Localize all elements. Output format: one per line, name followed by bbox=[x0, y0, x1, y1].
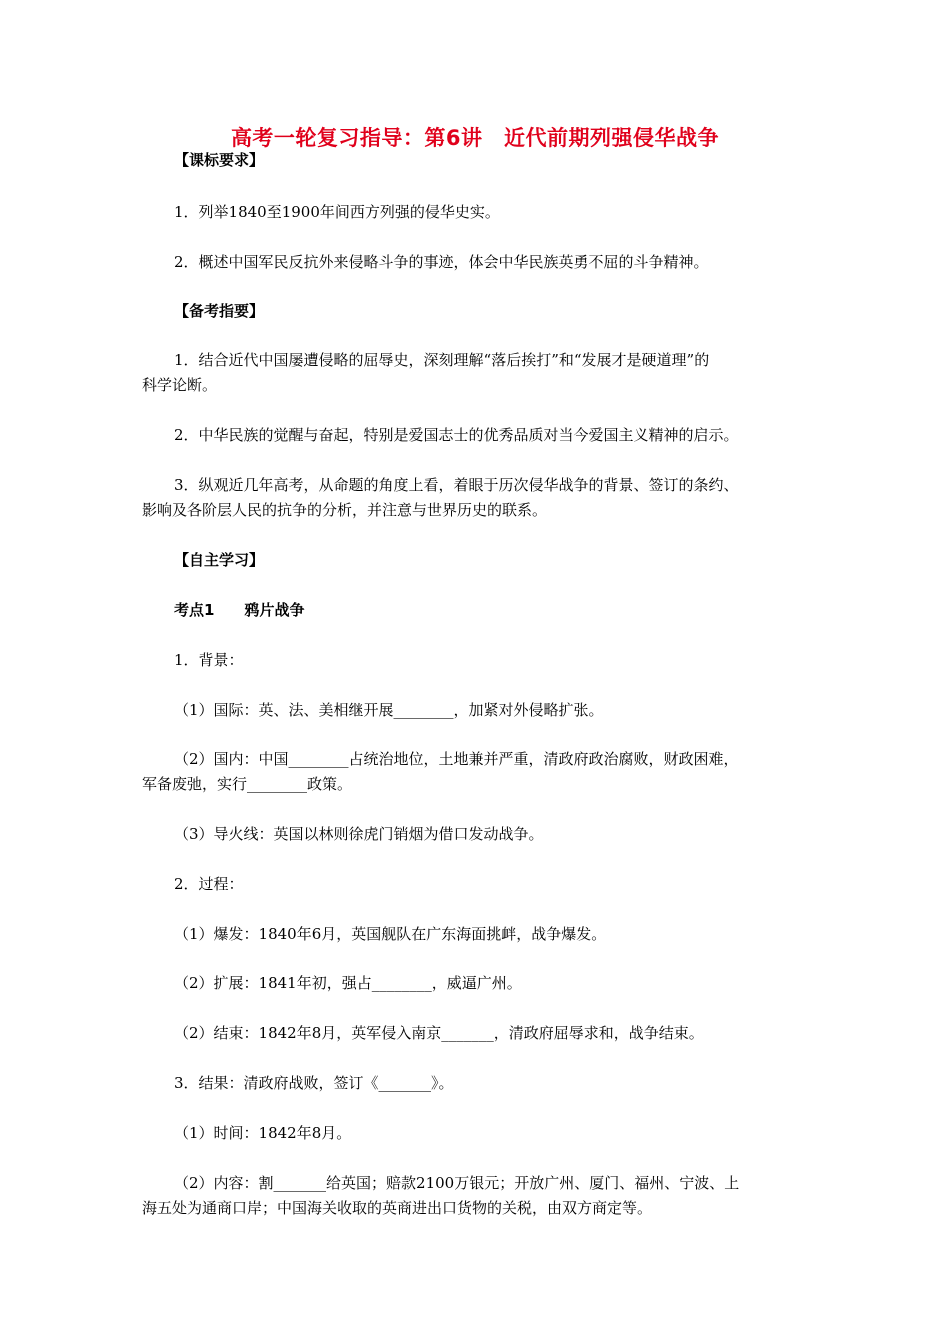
process-item-1: （1）爆发：1840年6月，英国舰队在广东海面挑衅，战争爆发。 bbox=[174, 925, 607, 943]
exam-prep-item-2: 2．中华民族的觉醒与奋起，特别是爱国志士的优秀品质对当今爱国主义精神的启示。 bbox=[174, 426, 739, 444]
background-item-1: （1）国际：英、法、美相继开展________，加紧对外侵略扩张。 bbox=[174, 701, 604, 719]
curriculum-heading: 【课标要求】 bbox=[174, 151, 265, 169]
result-label: 3．结果：清政府战败，签订《_______》。 bbox=[174, 1074, 454, 1092]
curriculum-item-2: 2．概述中国军民反抗外来侵略斗争的事迹，体会中华民族英勇不屈的斗争精神。 bbox=[174, 253, 709, 271]
topic-heading: 考点1 鸦片战争 bbox=[174, 601, 305, 619]
result-item-2: （2）内容：割_______给英国；赔款2100万银元；开放广州、厦门、福州、宁波、上 bbox=[174, 1174, 740, 1192]
document-title: 高考一轮复习指导：第6讲 近代前期列强侵华战争 bbox=[230, 126, 720, 150]
result-item-2-cont: 海五处为通商口岸；中国海关收取的英商进出口货物的关税，由双方商定等。 bbox=[142, 1199, 653, 1217]
process-item-2: （2）扩展：1841年初，强占________，威逼广州。 bbox=[174, 974, 522, 992]
background-item-3: （3）导火线：英国以林则徐虎门销烟为借口发动战争。 bbox=[174, 825, 544, 843]
exam-prep-item-3: 3．纵观近几年高考，从命题的角度上看，着眼于历次侵华战争的背景、签订的条约、 bbox=[174, 476, 739, 494]
exam-prep-item-1: 1．结合近代中国屡遭侵略的屈辱史，深刻理解“落后挨打”和“发展才是硬道理”的 bbox=[174, 351, 710, 369]
exam-prep-item-1-cont: 科学论断。 bbox=[142, 376, 218, 394]
process-item-3: （2）结束：1842年8月，英军侵入南京_______，清政府屈辱求和，战争结束。 bbox=[174, 1024, 704, 1042]
background-item-2-cont: 军备废弛，实行________政策。 bbox=[142, 775, 353, 793]
background-item-2: （2）国内：中国________占统治地位，土地兼并严重，清政府政治腐败，财政困难， bbox=[174, 750, 739, 768]
curriculum-item-1: 1．列举1840至1900年间西方列强的侵华史实。 bbox=[174, 203, 500, 221]
background-label: 1．背景： bbox=[174, 651, 244, 669]
result-item-1: （1）时间：1842年8月。 bbox=[174, 1124, 352, 1142]
process-label: 2．过程： bbox=[174, 875, 244, 893]
exam-prep-heading: 【备考指要】 bbox=[174, 302, 265, 320]
exam-prep-item-3-cont: 影响及各阶层人民的抗争的分析，并注意与世界历史的联系。 bbox=[142, 501, 548, 519]
self-study-heading: 【自主学习】 bbox=[174, 551, 265, 569]
